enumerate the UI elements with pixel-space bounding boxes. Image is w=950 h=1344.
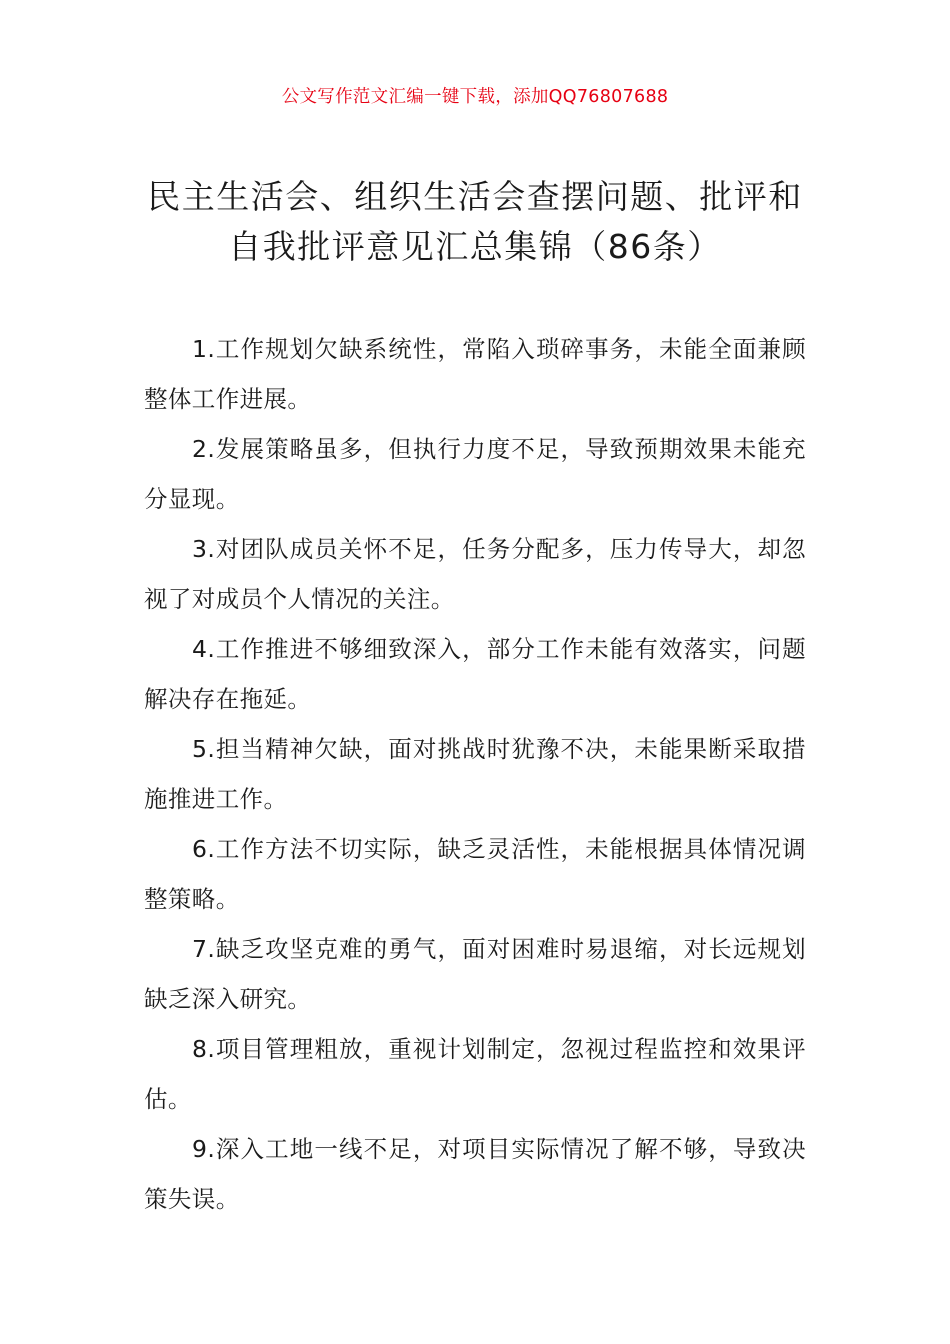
download-notice: 公文写作范文汇编一键下载，添加QQ76807688 [281, 87, 669, 107]
list-item: 5.担当精神欠缺，面对挑战时犹豫不决，未能果断采取措施推进工作。 [144, 735, 806, 813]
list-item: 4.工作推进不够细致深入，部分工作未能有效落实，问题解决存在拖延。 [144, 635, 806, 713]
list-item: 6.工作方法不切实际，缺乏灵活性，未能根据具体情况调整策略。 [144, 835, 806, 913]
list-item: 2.发展策略虽多，但执行力度不足，导致预期效果未能充分显现。 [144, 435, 806, 513]
document-title: 民主生活会、组织生活会查摆问题、批评和自我批评意见汇总集锦（86条） [147, 177, 803, 266]
list-item: 1.工作规划欠缺系统性，常陷入琐碎事务，未能全面兼顾整体工作进展。 [144, 335, 806, 413]
list-item: 8.项目管理粗放，重视计划制定，忽视过程监控和效果评估。 [144, 1035, 806, 1113]
list-item: 9.深入工地一线不足，对项目实际情况了解不够，导致决策失误。 [144, 1135, 806, 1213]
issue-list [144, 324, 806, 1224]
list-item: 7.缺乏攻坚克难的勇气，面对困难时易退缩，对长远规划缺乏深入研究。 [144, 935, 806, 1013]
list-item: 3.对团队成员关怀不足，任务分配多，压力传导大，却忽视了对成员个人情况的关注。 [144, 535, 806, 613]
